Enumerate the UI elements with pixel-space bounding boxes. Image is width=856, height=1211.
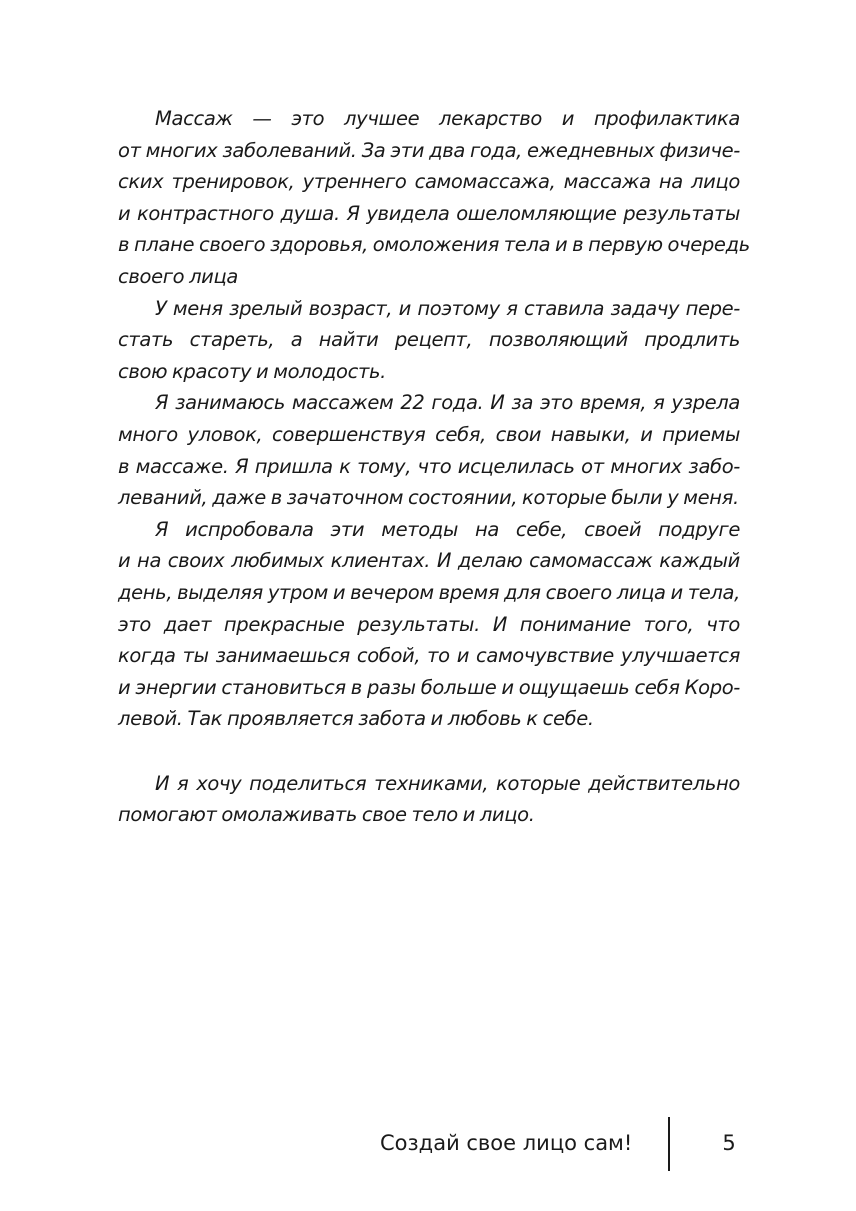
text-line: стать стареть, а найти рецепт, позволяющий продлить — [118, 328, 740, 352]
text-line: У меня зрелый возраст, и поэтому я ставила задачу пере- — [155, 296, 740, 320]
paragraph-2 — [118, 293, 740, 388]
text-line: в массаже. Я пришла к тому, что исцелилась от многих забо- — [118, 454, 740, 478]
paragraph-gap — [118, 735, 740, 768]
running-footer-title: Создай свое лицо сам! — [380, 1131, 633, 1155]
text-line: и энергии становиться в разы больше и ощущаешь себя Коро- — [118, 675, 740, 699]
text-line: много уловок, совершенствуя себя, свои навыки, и приемы — [118, 422, 740, 446]
paragraph-1 — [118, 103, 750, 293]
text-line: Массаж — это лучшее лекарство и профилактика — [155, 107, 740, 130]
paragraph-4 — [118, 514, 740, 735]
text-line: своего лица — [118, 264, 239, 288]
text-line: левой. Так проявляется забота и любовь к себе. — [118, 707, 594, 731]
text-line: в плане своего здоровья, омоложения тела и в первую очередь — [118, 233, 750, 257]
text-line: ских тренировок, утреннего самомассажа, массажа на лицо — [118, 170, 740, 194]
text-line: и контрастного душа. Я увидела ошеломляющие результаты — [118, 201, 740, 225]
page-number: 5 — [722, 1131, 736, 1155]
text-line: леваний, даже в зачаточном состоянии, которые были у меня. — [118, 486, 739, 510]
text-line: помогают омолаживать свое тело и лицо. — [118, 803, 535, 827]
text-line: свою красоту и молодость. — [118, 359, 386, 383]
text-line: Я испробовала эти методы на себе, своей подруге — [155, 517, 740, 541]
paragraph-5 — [118, 768, 740, 831]
footer-divider — [668, 1117, 670, 1171]
body-text — [118, 103, 750, 831]
text-line: от многих заболеваний. За эти два года, ежедневных физиче- — [118, 138, 740, 162]
text-line: когда ты занимаешься собой, то и самочувствие улучшается — [118, 644, 740, 668]
paragraph-3 — [118, 387, 740, 513]
text-line: и на своих любимых клиентах. И делаю самомассаж каждый — [118, 549, 740, 573]
text-line: И я хочу поделиться техниками, которые действительно — [155, 771, 740, 795]
text-line: это дает прекрасные результаты. И понимание того, что — [118, 612, 740, 636]
text-line: день, выделяя утром и вечером время для своего лица и тела, — [118, 580, 740, 604]
text-line: Я занимаюсь массажем 22 года. И за это время, я узрела — [155, 391, 740, 415]
